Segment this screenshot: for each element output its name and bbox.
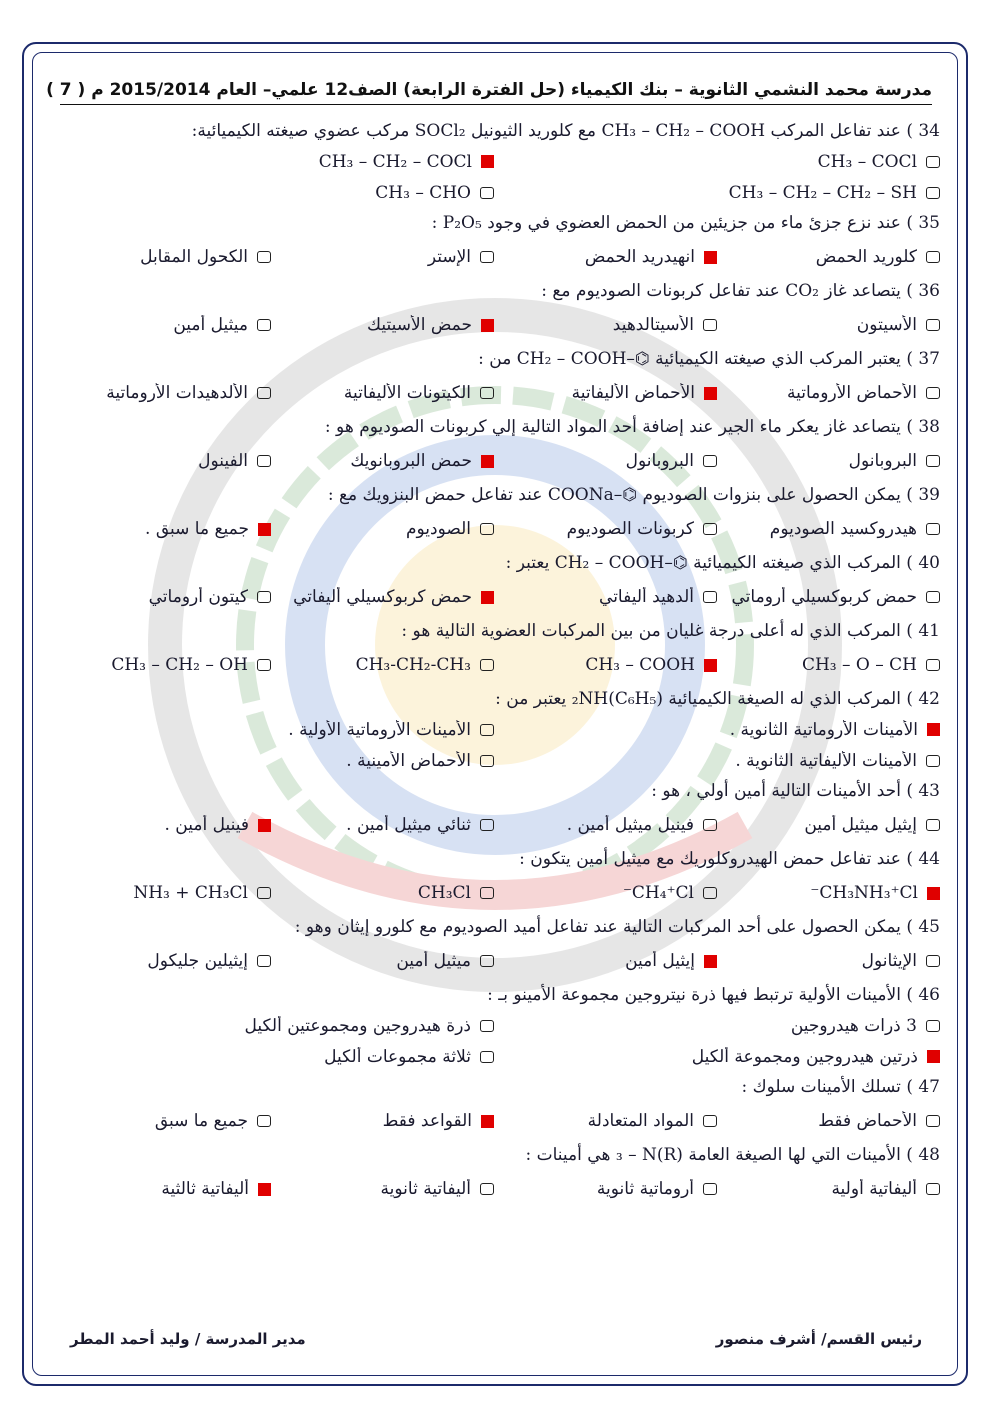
answer-option[interactable] — [48, 1179, 271, 1199]
answer-option[interactable] — [494, 183, 940, 203]
answer-label: حمض البروبانويك — [350, 451, 472, 471]
question-text: 45 ) يمكن الحصول على أحد المركبات التالية عند تفاعل أميد الصوديوم مع كلورو إيثان وهو : — [294, 917, 940, 937]
answer-option[interactable] — [48, 815, 271, 835]
answer-label: CH₃ – COCl — [817, 151, 917, 172]
answer-option[interactable] — [48, 1016, 494, 1036]
checkbox-icon[interactable] — [703, 1115, 717, 1127]
answer-option[interactable] — [271, 1179, 494, 1199]
answer-label: الصوديوم — [405, 519, 471, 539]
question-text: 44 ) عند تفاعل حمض الهيدروكلوريك مع ميثيل أمين يتكون : — [519, 849, 940, 869]
answer-option[interactable] — [717, 587, 940, 607]
checkbox-icon[interactable] — [926, 156, 940, 168]
question-text: 37 ) يعتبر المركب الذي صيغته الكيميائية ⌬–CH₂ – COOH من : — [478, 349, 940, 369]
question-text: 46 ) الأمينات الأولية ترتبط فيها ذرة نيتروجين مجموعة الأمينو بـ : — [487, 985, 940, 1005]
answer-option[interactable] — [494, 587, 717, 607]
checkbox-icon[interactable] — [480, 659, 494, 671]
checked-box-icon[interactable] — [704, 387, 717, 400]
checkbox-icon[interactable] — [257, 1115, 271, 1127]
checkbox-icon[interactable] — [703, 591, 717, 603]
answer-label: ذرتين هيدروجين ومجموعة ألكيل — [691, 1046, 918, 1067]
answer-label: CH₃Cl — [417, 883, 471, 903]
answer-label: أروماتية ثانوية — [596, 1179, 694, 1199]
checkbox-icon[interactable] — [257, 455, 271, 467]
answer-option[interactable] — [48, 655, 271, 675]
answer-label: الأسيتالدهيد — [612, 315, 694, 335]
options-row — [48, 1170, 940, 1208]
answer-option[interactable] — [48, 1047, 494, 1067]
answer-label: إيثيل ميثيل أمين — [804, 815, 917, 835]
answer-label: حمض كربوكسيلي أروماتي — [731, 587, 917, 607]
answer-label: الكحول المقابل — [140, 247, 248, 267]
answer-option[interactable] — [48, 247, 271, 267]
answer-option[interactable] — [494, 383, 717, 403]
answer-option[interactable] — [48, 451, 271, 471]
options-row — [48, 442, 940, 480]
checkbox-icon[interactable] — [257, 887, 271, 899]
answer-label: CH₃ – CH₂ – COCl — [318, 151, 472, 172]
answer-option[interactable] — [271, 815, 494, 835]
answer-label: الكيتونات الأليفاتية — [343, 383, 471, 403]
answer-option[interactable] — [717, 655, 940, 675]
answer-label: البروبانول — [625, 451, 694, 471]
answer-label: كربونات الصوديوم — [566, 519, 694, 539]
answer-label: إيثيل أمين — [625, 951, 695, 971]
question-text: 40 ) المركب الذي صيغته الكيميائية ⌬–CH₂ – COOH يعتبر : — [505, 553, 940, 573]
checkbox-icon[interactable] — [926, 755, 940, 767]
options-row — [48, 942, 940, 980]
answer-label: NH₃ + CH₃Cl — [133, 883, 248, 903]
answer-option[interactable] — [494, 519, 717, 539]
options-row — [48, 1010, 940, 1041]
answer-option[interactable] — [717, 1179, 940, 1199]
answer-label: أليفاتية ثالثية — [161, 1179, 249, 1199]
checkbox-icon[interactable] — [926, 387, 940, 399]
answer-label: CH₃-CH₂-CH₃ — [355, 655, 471, 675]
answer-option[interactable] — [48, 519, 271, 539]
options-row — [48, 874, 940, 912]
answer-option[interactable] — [271, 883, 494, 903]
answer-label: CH₃ – CH₂ – CH₂ – SH — [728, 182, 917, 203]
answer-option[interactable] — [717, 883, 940, 903]
answer-option[interactable] — [271, 519, 494, 539]
checkbox-icon[interactable] — [926, 523, 940, 535]
answer-label: CH₃ – O – CH — [801, 655, 917, 675]
answer-option[interactable] — [48, 720, 494, 740]
checkbox-icon[interactable] — [703, 819, 717, 831]
answer-option[interactable] — [48, 951, 271, 971]
checkbox-icon[interactable] — [703, 1183, 717, 1195]
checkbox-icon[interactable] — [926, 819, 940, 831]
answer-label: CH₃ – COOH — [585, 655, 695, 675]
options-row — [48, 806, 940, 844]
answer-option[interactable] — [717, 951, 940, 971]
answer-label: ثلاثة مجموعات ألكيل — [324, 1046, 471, 1067]
answer-option[interactable] — [494, 815, 717, 835]
checkbox-icon[interactable] — [703, 887, 717, 899]
checkbox-icon[interactable] — [926, 319, 940, 331]
answer-label: CH₃ – CH₂ – OH — [111, 655, 248, 675]
question-text: 48 ) الأمينات التي لها الصيغة العامة (R)₃ – N هي أمينات : — [525, 1145, 940, 1165]
checked-box-icon[interactable] — [258, 1183, 271, 1196]
answer-option[interactable] — [717, 519, 940, 539]
answer-option[interactable] — [494, 951, 717, 971]
checked-box-icon[interactable] — [481, 591, 494, 604]
question-text: 43 ) أحد الأمينات التالية أمين أولي ، هو : — [651, 781, 940, 801]
answer-label: الأمينات الأروماتية الأولية . — [288, 719, 471, 740]
answer-option[interactable] — [717, 247, 940, 267]
checked-box-icon[interactable] — [927, 723, 940, 736]
answer-option[interactable] — [494, 1047, 940, 1067]
question-text: 35 ) عند نزع جزئ ماء من جزيئين من الحمض العضوي في وجود P₂O₅ : — [431, 213, 940, 233]
checkbox-icon[interactable] — [480, 523, 494, 535]
answer-option[interactable] — [48, 315, 271, 335]
answer-label: إيثيلين جليكول — [147, 951, 248, 971]
question-text: 34 ) عند تفاعل المركب CH₃ – CH₂ – COOH مع كلوريد الثيونيل SOCl₂ مركب عضوي صيغته الكيميائية: — [191, 121, 940, 141]
options-row — [48, 1041, 940, 1072]
answer-option[interactable] — [271, 247, 494, 267]
answer-label: هيدروكسيد الصوديوم — [769, 519, 917, 539]
answer-option[interactable] — [717, 383, 940, 403]
answer-option[interactable] — [717, 451, 940, 471]
answer-label: البروبانول — [848, 451, 917, 471]
checked-box-icon[interactable] — [481, 155, 494, 168]
answer-label: أليفاتية أولية — [831, 1179, 917, 1199]
answer-label: الأحماض فقط — [818, 1111, 917, 1131]
checkbox-icon[interactable] — [926, 591, 940, 603]
checkbox-icon[interactable] — [257, 387, 271, 399]
page-header — [46, 80, 932, 100]
answer-label: الألدهيدات الأروماتية — [106, 383, 248, 403]
checked-box-icon[interactable] — [927, 1050, 940, 1063]
question-text: 47 ) تسلك الأمينات سلوك : — [741, 1077, 940, 1097]
answer-label: كلوريد الحمض — [815, 247, 917, 267]
answer-option[interactable] — [271, 587, 494, 607]
question-text: 42 ) المركب الذي له الصيغة الكيميائية (C₆H₅)₂NH يعتبر من : — [495, 689, 940, 709]
answer-label: ألدهيد أليفاتي — [599, 587, 694, 607]
options-row — [48, 510, 940, 548]
answer-option[interactable] — [494, 152, 940, 172]
checkbox-icon[interactable] — [480, 1051, 494, 1063]
answer-label: كيتون أروماتي — [148, 587, 248, 607]
checkbox-icon[interactable] — [926, 455, 940, 467]
page-title: مدرسة محمد النشمي الثانوية – بنك الكيمياء (حل الفترة الرابعة) الصف12 علمي– العام 2015/2014 م ( 7 ) — [46, 80, 932, 100]
options-row — [48, 146, 940, 177]
question-text: 36 ) يتصاعد غاز CO₂ عند تفاعل كربونات الصوديوم مع : — [541, 281, 940, 301]
answer-option[interactable] — [494, 1111, 717, 1131]
checkbox-icon[interactable] — [926, 1183, 940, 1195]
answer-option[interactable] — [717, 815, 940, 835]
answer-label: الأمينات الأليفاتية الثانوية . — [735, 750, 917, 771]
answer-option[interactable] — [48, 1111, 271, 1131]
answer-option[interactable] — [48, 152, 494, 172]
checkbox-icon[interactable] — [480, 819, 494, 831]
answer-label: أليفاتية ثانوية — [380, 1179, 471, 1199]
answer-option[interactable] — [717, 1111, 940, 1131]
options-row — [48, 306, 940, 344]
checkbox-icon[interactable] — [257, 955, 271, 967]
answer-label: الأسيتون — [856, 315, 917, 335]
answer-option[interactable] — [494, 451, 717, 471]
checked-box-icon[interactable] — [481, 319, 494, 332]
answer-option[interactable] — [271, 951, 494, 971]
answer-option[interactable] — [48, 587, 271, 607]
options-row — [48, 578, 940, 616]
checked-box-icon[interactable] — [704, 251, 717, 264]
checkbox-icon[interactable] — [480, 955, 494, 967]
footer-department-head: رئيس القسم/ أشرف منصور — [715, 1330, 922, 1348]
options-row — [48, 646, 940, 684]
answer-label: الإيثانول — [861, 951, 917, 971]
answer-option[interactable] — [494, 247, 717, 267]
answer-label: جميع ما سبق . — [145, 519, 249, 539]
answer-label: انهيدريد الحمض — [584, 247, 695, 267]
page-footer — [70, 1330, 922, 1348]
checkbox-icon[interactable] — [480, 724, 494, 736]
checkbox-icon[interactable] — [926, 955, 940, 967]
checkbox-icon[interactable] — [926, 1115, 940, 1127]
answer-option[interactable] — [494, 883, 717, 903]
answer-option[interactable] — [494, 751, 940, 771]
answer-option[interactable] — [48, 383, 271, 403]
answer-option[interactable] — [48, 751, 494, 771]
question-list — [48, 116, 940, 1208]
checked-box-icon[interactable] — [704, 955, 717, 968]
checkbox-icon[interactable] — [926, 251, 940, 263]
answer-option[interactable] — [494, 315, 717, 335]
options-row — [48, 177, 940, 208]
checkbox-icon[interactable] — [257, 659, 271, 671]
answer-label: فينيل ميثيل أمين . — [566, 815, 694, 835]
options-row — [48, 374, 940, 412]
answer-label: الأحماض الأمينية . — [346, 750, 471, 771]
options-row — [48, 1102, 940, 1140]
answer-label: CH₃ – CHO — [375, 182, 471, 203]
answer-label: 3 ذرات هيدروجين — [790, 1015, 917, 1036]
answer-label: المواد المتعادلة — [587, 1111, 694, 1131]
answer-option[interactable] — [494, 720, 940, 740]
options-row — [48, 745, 940, 776]
checked-box-icon[interactable] — [704, 659, 717, 672]
answer-label: ميثيل أمين — [173, 315, 248, 335]
checkbox-icon[interactable] — [480, 1020, 494, 1032]
checkbox-icon[interactable] — [257, 251, 271, 263]
checked-box-icon[interactable] — [258, 523, 271, 536]
checkbox-icon[interactable] — [926, 659, 940, 671]
options-row — [48, 238, 940, 276]
question-text: 38 ) يتصاعد غاز يعكر ماء الجير عند إضافة أحد المواد التالية إلي كربونات الصوديوم هو : — [324, 417, 940, 437]
answer-option[interactable] — [494, 655, 717, 675]
answer-option[interactable] — [48, 883, 271, 903]
checkbox-icon[interactable] — [703, 523, 717, 535]
answer-label: ثنائي ميثيل أمين . — [346, 815, 471, 835]
checked-box-icon[interactable] — [481, 1115, 494, 1128]
checkbox-icon[interactable] — [480, 1183, 494, 1195]
answer-option[interactable] — [271, 383, 494, 403]
answer-label: فينيل أمين . — [164, 815, 249, 835]
answer-option[interactable] — [271, 315, 494, 335]
question-text: 41 ) المركب الذي له أعلى درجة غليان من بين المركبات العضوية التالية هو : — [401, 621, 940, 641]
checkbox-icon[interactable] — [480, 251, 494, 263]
options-row — [48, 714, 940, 745]
answer-label: الأمينات الأروماتية الثانوية . — [729, 719, 918, 740]
checkbox-icon[interactable] — [257, 319, 271, 331]
checkbox-icon[interactable] — [480, 387, 494, 399]
answer-option[interactable] — [717, 315, 940, 335]
answer-option[interactable] — [494, 1179, 717, 1199]
answer-label: الأحماض الأروماتية — [787, 383, 917, 403]
answer-label: القواعد فقط — [382, 1111, 472, 1131]
checkbox-icon[interactable] — [703, 455, 717, 467]
checked-box-icon[interactable] — [258, 819, 271, 832]
answer-option[interactable] — [494, 1016, 940, 1036]
checked-box-icon[interactable] — [927, 887, 940, 900]
answer-option[interactable] — [271, 1111, 494, 1131]
answer-option[interactable] — [48, 183, 494, 203]
answer-label: ذرة هيدروجين ومجموعتين ألكيل — [244, 1015, 471, 1036]
answer-option[interactable] — [271, 655, 494, 675]
checkbox-icon[interactable] — [257, 591, 271, 603]
answer-label: حمض الأسيتيك — [367, 315, 472, 335]
answer-label: ميثيل أمين — [396, 951, 471, 971]
checkbox-icon[interactable] — [480, 187, 494, 199]
answer-option[interactable] — [271, 451, 494, 471]
checked-box-icon[interactable] — [481, 455, 494, 468]
checkbox-icon[interactable] — [703, 319, 717, 331]
answer-label: الإستر — [427, 247, 471, 267]
question-text: 39 ) يمكن الحصول على بنزوات الصوديوم ⌬–COONa عند تفاعل حمض البنزويك مع : — [327, 485, 940, 505]
answer-label: الفينول — [198, 451, 248, 471]
checkbox-icon[interactable] — [926, 1020, 940, 1032]
header-underline — [60, 104, 932, 105]
answer-label: جميع ما سبق — [154, 1111, 248, 1131]
checkbox-icon[interactable] — [926, 187, 940, 199]
checkbox-icon[interactable] — [480, 887, 494, 899]
answer-label: الأحماض الأليفاتية — [571, 383, 695, 403]
answer-label: CH₃NH₃⁺Cl⁻ — [810, 883, 918, 903]
answer-label: CH₄⁺Cl⁻ — [622, 883, 694, 903]
answer-label: حمض كربوكسيلي أليفاتي — [293, 587, 472, 607]
footer-school-principal: مدير المدرسة / وليد أحمد المطر — [70, 1330, 306, 1348]
checkbox-icon[interactable] — [480, 755, 494, 767]
